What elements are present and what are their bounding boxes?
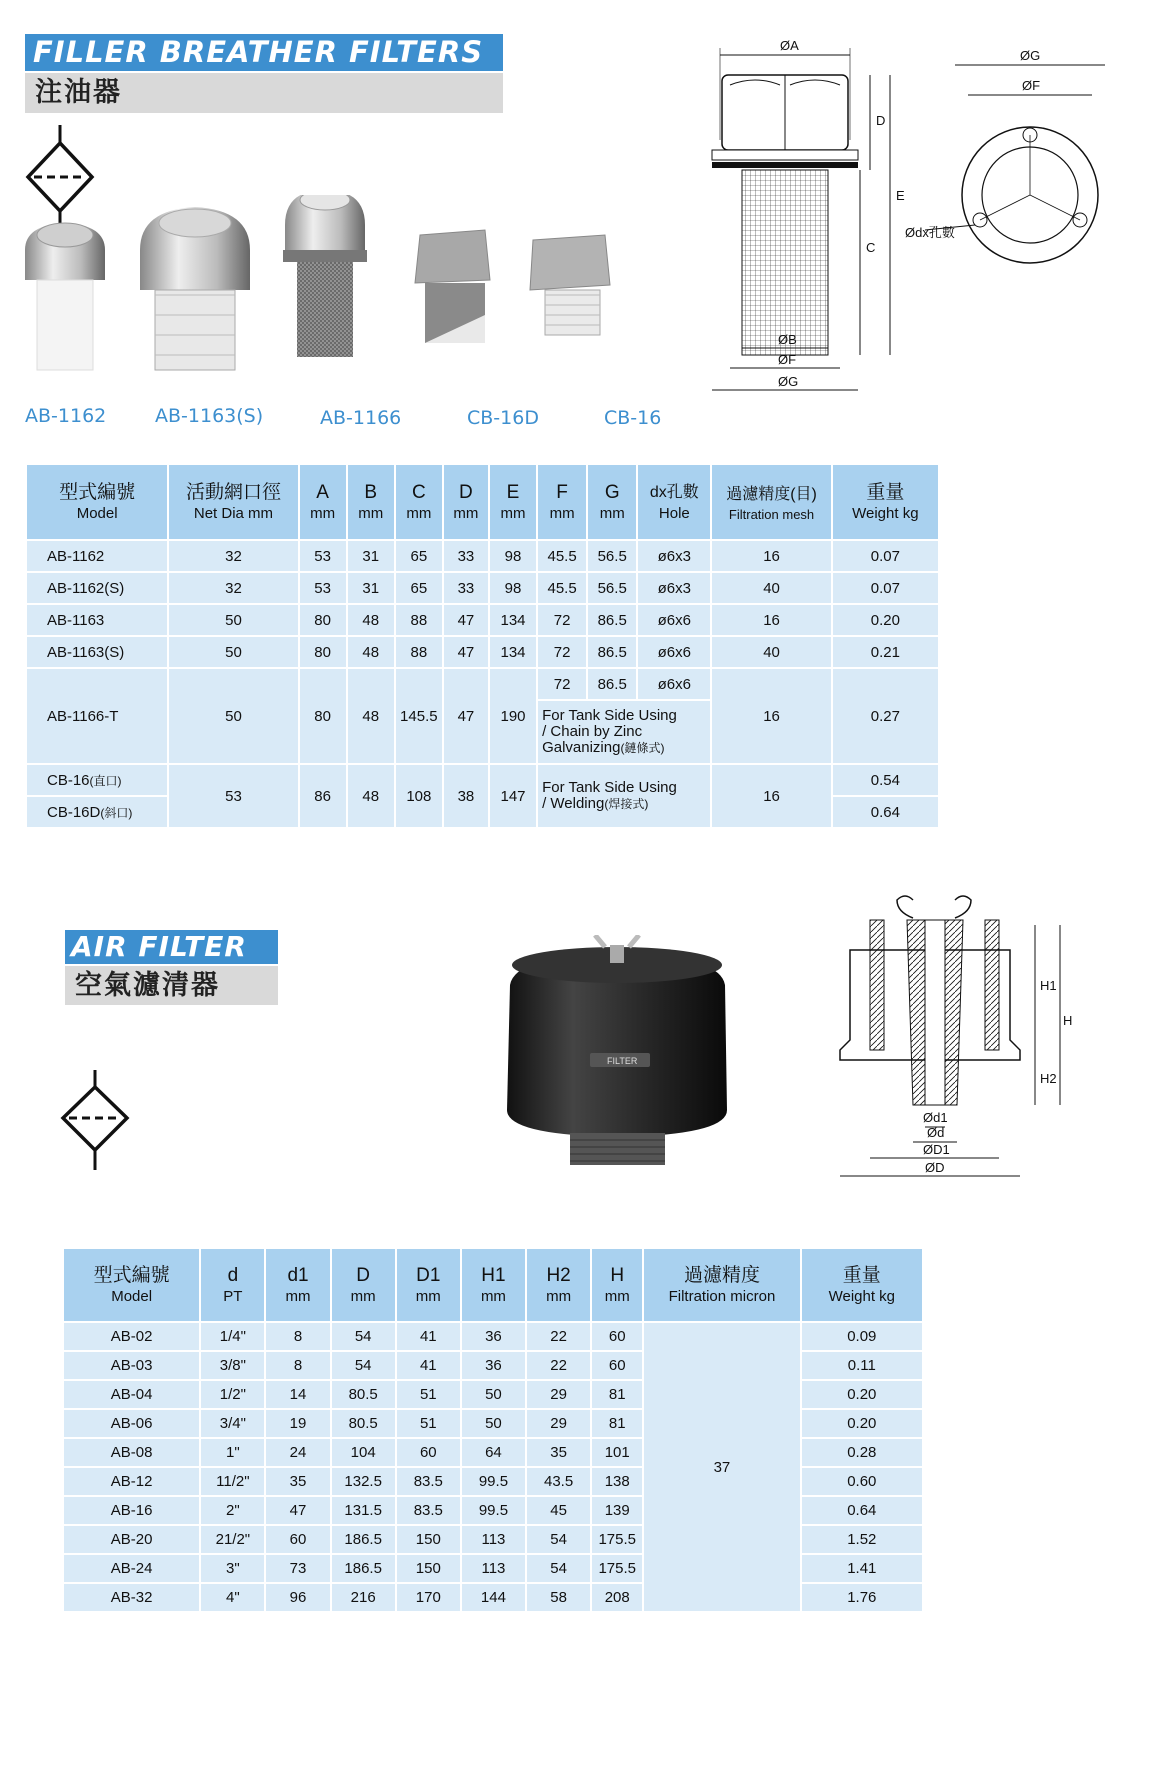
table2-cell: 1/4" [201,1323,264,1350]
dim-ob: ØB [778,332,797,347]
table2-cell: 73 [266,1555,329,1582]
table1-cell: 40 [712,637,830,667]
table1-cell-model: AB-1162(S) [27,573,167,603]
table1-cell-model: AB-1163(S) [27,637,167,667]
dim-og: ØG [778,374,799,389]
table2-cell: 0.28 [802,1439,922,1466]
table1-header: B mm [348,465,394,539]
table2-cell: 54 [527,1555,590,1582]
product-caption-cb16: CB-16 [604,407,662,429]
table1-cell: 80 [300,669,346,763]
table1-cell: 48 [348,605,394,635]
air-filter-photo [495,935,740,1170]
table1-cell: 86.5 [588,637,636,667]
table2-cell-model: AB-08 [64,1439,199,1466]
table2-cell: 170 [397,1584,460,1611]
table2-cell-model: AB-20 [64,1526,199,1553]
table2-cell: 175.5 [592,1555,642,1582]
table1-cell: 0.27 [833,669,938,763]
product-caption-ab1163s: AB-1163(S) [155,405,264,427]
table1-cell: 65 [396,541,442,571]
table2-cell: 60 [592,1323,642,1350]
table2-header: D1 mm [397,1249,460,1321]
table1-cell: 98 [490,541,536,571]
table2-cell: 47 [266,1497,329,1524]
table1-cell: 80 [300,605,346,635]
dim-h1: H1 [1040,978,1057,993]
table1-cell: 0.64 [833,797,938,827]
table2-cell-micron: 37 [644,1323,799,1611]
table1-header: dx孔數 Hole [638,465,710,539]
table2-cell: 81 [592,1381,642,1408]
table1-cell: 145.5 [396,669,442,763]
dim-oD: ØD [925,1160,945,1175]
table1-cell: 48 [348,765,394,827]
table-row [27,765,938,795]
table1-cell: 16 [712,669,830,763]
table1-cell: 72 [538,637,586,667]
table1-header-row [27,465,938,539]
air-filter-spec-table [62,1247,924,1613]
section1-title-en: FILLER BREATHER FILTERS [25,34,503,71]
table2-header: 重量 Weight kg [802,1249,922,1321]
table2-cell: 131.5 [332,1497,395,1524]
table2-cell-model: AB-06 [64,1410,199,1437]
table1-cell: 40 [712,573,830,603]
table2-cell: 54 [332,1352,395,1379]
filler-spec-table [25,463,940,829]
table2-cell: 1/2" [201,1381,264,1408]
table2-cell: 58 [527,1584,590,1611]
table2-header: H1 mm [462,1249,525,1321]
product-photos [15,195,695,400]
filler-breather-drawing [700,30,1120,420]
table2-cell: 99.5 [462,1497,525,1524]
table2-cell: 21/2" [201,1526,264,1553]
table2-header: 型式編號 Model [64,1249,199,1321]
table1-cell: 50 [169,669,297,763]
table1-cell: 0.07 [833,573,938,603]
dim-e: E [896,188,905,203]
table2-cell: 60 [266,1526,329,1553]
table2-cell: 14 [266,1381,329,1408]
table2-cell: 132.5 [332,1468,395,1495]
table1-cell: 0.54 [833,765,938,795]
table1-cell-model: AB-1163 [27,605,167,635]
table1-header: 過濾精度(目) Filtration mesh [712,465,830,539]
table2-cell: 104 [332,1439,395,1466]
table1-cell: ø6x3 [638,541,710,571]
product-ab1166-photo [283,195,367,357]
table1-cell: 0.07 [833,541,938,571]
table2-cell: 113 [462,1526,525,1553]
table1-cell: 45.5 [538,573,586,603]
table1-cell: 53 [300,573,346,603]
table2-cell: 45 [527,1497,590,1524]
product-ab1163-photo [140,207,250,370]
table1-cell: 48 [348,669,394,763]
table2-cell: 35 [527,1439,590,1466]
product-caption-cb16d: CB-16D [467,407,539,429]
table2-cell-model: AB-24 [64,1555,199,1582]
table2-cell: 80.5 [332,1410,395,1437]
table2-cell: 29 [527,1410,590,1437]
table1-header: G mm [588,465,636,539]
table2-cell: 0.20 [802,1381,922,1408]
table1-cell-model: CB-16(直口) [27,765,167,795]
table1-cell: 134 [490,637,536,667]
table2-header-row [64,1249,922,1321]
table2-cell: 22 [527,1323,590,1350]
table1-cell: 45.5 [538,541,586,571]
table2-cell: 186.5 [332,1526,395,1553]
table2-cell: 64 [462,1439,525,1466]
table-row [64,1323,922,1350]
table1-header: D mm [444,465,488,539]
dim-h: H [1063,1013,1073,1028]
table2-cell: 1.52 [802,1526,922,1553]
air-filter-label: FILTER [607,1056,638,1066]
table2-cell: 139 [592,1497,642,1524]
table2-cell: 8 [266,1352,329,1379]
table2-cell: 4" [201,1584,264,1611]
dim-c: C [866,240,876,255]
table1-cell: 47 [444,637,488,667]
dim-od1: Ød1 [923,1110,948,1125]
section2-title-cn: 空氣濾清器 [65,966,278,1005]
table2-cell-model: AB-04 [64,1381,199,1408]
table1-cell: 88 [396,605,442,635]
dim-d: D [876,113,886,128]
table1-cell: 72 [538,605,586,635]
table2-cell: 0.60 [802,1468,922,1495]
table1-cell: 65 [396,573,442,603]
table-row [27,637,938,667]
table2-cell-model: AB-32 [64,1584,199,1611]
table2-cell: 35 [266,1468,329,1495]
table-row [27,669,938,699]
table2-cell: 144 [462,1584,525,1611]
table1-cell: 0.21 [833,637,938,667]
table2-cell-model: AB-16 [64,1497,199,1524]
table2-cell: 19 [266,1410,329,1437]
table2-cell: 54 [332,1323,395,1350]
table1-note-chain: For Tank Side Using / Chain by Zinc Galvanizing(鏈條式) [538,701,710,763]
table2-cell: 0.20 [802,1410,922,1437]
table1-cell: 86.5 [588,605,636,635]
table1-cell: 32 [169,573,297,603]
table2-cell: 83.5 [397,1468,460,1495]
filter-symbol-icon [55,1070,135,1170]
dim-oa: ØA [780,38,799,53]
product-cb16d-photo [415,230,490,343]
table1-cell: ø6x6 [638,669,710,699]
table2-cell: 54 [527,1526,590,1553]
table1-cell: 48 [348,637,394,667]
product-cb16-photo [530,235,610,335]
table2-cell: 60 [397,1439,460,1466]
table2-cell: 1.76 [802,1584,922,1611]
table2-cell: 36 [462,1352,525,1379]
table2-cell: 208 [592,1584,642,1611]
table2-cell: 3/8" [201,1352,264,1379]
table1-cell: 53 [169,765,297,827]
table2-cell: 175.5 [592,1526,642,1553]
table1-header: E mm [490,465,536,539]
table2-cell: 83.5 [397,1497,460,1524]
table1-cell: 31 [348,541,394,571]
table1-header: A mm [300,465,346,539]
dim-od: Ød [927,1125,945,1140]
table2-cell: 150 [397,1555,460,1582]
table1-cell: 56.5 [588,573,636,603]
table1-cell: 86.5 [588,669,636,699]
dim-h2: H2 [1040,1071,1057,1086]
table1-header: F mm [538,465,586,539]
table1-cell: 53 [300,541,346,571]
table2-cell: 43.5 [527,1468,590,1495]
table2-header: H2 mm [527,1249,590,1321]
table1-header: C mm [396,465,442,539]
dim-of-top: ØF [1022,78,1041,93]
table2-cell: 0.09 [802,1323,922,1350]
product-ab1162-photo [25,223,105,370]
dim-hole: Ødx孔數 [905,225,955,240]
table2-cell: 8 [266,1323,329,1350]
table2-cell: 24 [266,1439,329,1466]
table2-header: d1 mm [266,1249,329,1321]
table1-cell: 50 [169,605,297,635]
table1-note-welding: For Tank Side Using / Welding(焊接式) [538,765,710,827]
table1-cell: 134 [490,605,536,635]
table2-cell: 50 [462,1410,525,1437]
table2-cell-model: AB-12 [64,1468,199,1495]
table2-cell: 11/2" [201,1468,264,1495]
table2-cell: 99.5 [462,1468,525,1495]
table2-cell: 1.41 [802,1555,922,1582]
table2-cell: 113 [462,1555,525,1582]
table1-cell: 16 [712,541,830,571]
table1-cell: 98 [490,573,536,603]
table1-cell-model: CB-16D(斜口) [27,797,167,827]
product-caption-ab1166: AB-1166 [320,407,402,429]
table2-cell: 80.5 [332,1381,395,1408]
table2-cell: 0.64 [802,1497,922,1524]
dim-oD1: ØD1 [923,1142,950,1157]
air-filter-drawing [835,890,1085,1202]
table2-cell: 96 [266,1584,329,1611]
dim-og-top: ØG [1020,48,1041,63]
table-row [27,573,938,603]
table1-header: 重量 Weight kg [833,465,938,539]
table2-cell: 22 [527,1352,590,1379]
table1-cell: 147 [490,765,536,827]
table1-cell: 38 [444,765,488,827]
table1-cell-model: AB-1162 [27,541,167,571]
table1-cell: 32 [169,541,297,571]
table1-cell: 0.20 [833,605,938,635]
table2-cell: 60 [592,1352,642,1379]
table2-cell-model: AB-02 [64,1323,199,1350]
table-row [27,605,938,635]
table2-cell: 81 [592,1410,642,1437]
table2-header: D mm [332,1249,395,1321]
table-row [27,541,938,571]
table2-cell: 36 [462,1323,525,1350]
table1-cell: 72 [538,669,586,699]
table1-cell: ø6x3 [638,573,710,603]
table2-cell: 41 [397,1323,460,1350]
table2-cell: 1" [201,1439,264,1466]
table1-cell: 47 [444,669,488,763]
dim-of: ØF [778,352,797,367]
table1-cell: ø6x6 [638,637,710,667]
table1-header: 活動網口徑 Net Dia mm [169,465,297,539]
table2-cell: 41 [397,1352,460,1379]
section1-title-cn: 注油器 [25,73,503,113]
table1-cell: 47 [444,605,488,635]
table1-cell: 190 [490,669,536,763]
table2-cell: 51 [397,1381,460,1408]
table2-cell: 29 [527,1381,590,1408]
table2-cell: 51 [397,1410,460,1437]
table2-cell: 3" [201,1555,264,1582]
table1-cell: ø6x6 [638,605,710,635]
product-caption-ab1162: AB-1162 [25,405,107,427]
table2-cell: 216 [332,1584,395,1611]
section2-title-en: AIR FILTER [65,930,278,964]
table2-cell: 0.11 [802,1352,922,1379]
table2-header: d PT [201,1249,264,1321]
table1-cell: 31 [348,573,394,603]
table1-cell: 86 [300,765,346,827]
table1-cell: 16 [712,765,830,827]
table2-cell: 50 [462,1381,525,1408]
table1-cell: 80 [300,637,346,667]
table2-header: H mm [592,1249,642,1321]
table1-cell: 33 [444,573,488,603]
table2-cell: 3/4" [201,1410,264,1437]
table1-cell: 50 [169,637,297,667]
table1-cell-model: AB-1166-T [27,669,167,763]
table2-cell: 186.5 [332,1555,395,1582]
table1-cell: 88 [396,637,442,667]
table1-cell: 56.5 [588,541,636,571]
table1-header: 型式編號 Model [27,465,167,539]
table2-cell: 150 [397,1526,460,1553]
table2-header: 過濾精度 Filtration micron [644,1249,799,1321]
table2-cell: 101 [592,1439,642,1466]
table1-cell: 16 [712,605,830,635]
table2-cell-model: AB-03 [64,1352,199,1379]
table2-cell: 2" [201,1497,264,1524]
table2-cell: 138 [592,1468,642,1495]
table1-cell: 33 [444,541,488,571]
table1-cell: 108 [396,765,442,827]
